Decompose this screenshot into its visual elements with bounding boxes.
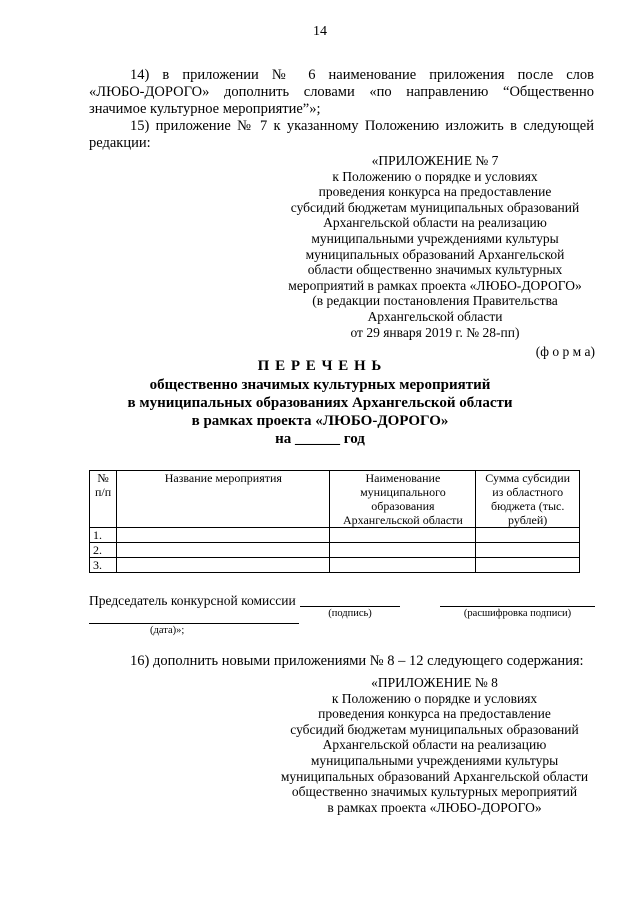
page-number: 14 xyxy=(313,24,327,39)
events-table xyxy=(89,470,580,573)
table-cell xyxy=(330,543,476,558)
table-row xyxy=(90,558,580,573)
appendix8-line: к Положению о порядке и условиях xyxy=(331,690,538,706)
signature-label: Председатель конкурсной комиссии xyxy=(89,593,296,608)
appendix7-line: мероприятий в рамках проекта «ЛЮБО-ДОРОГО» xyxy=(288,277,582,293)
appendix7-line: муниципальных образований Архангельской xyxy=(305,246,565,262)
appendix8-line: муниципальными учреждениями культуры xyxy=(310,752,559,768)
header-num: № п/п xyxy=(90,471,117,528)
item14-line2: «ЛЮБО-ДОРОГО» дополнить словами «по направлению “Общественно xyxy=(89,84,594,100)
appendix7-line: муниципальными учреждениями культуры xyxy=(311,230,559,246)
forma-label: (ф о р м а) xyxy=(535,344,595,359)
appendix8-line: муниципальных образований Архангельской области xyxy=(280,768,589,784)
row-num: 2. xyxy=(90,543,117,558)
item16: 16) дополнить новыми приложениями № 8 – 12 следующего содержания: xyxy=(130,653,584,669)
decryption-caption: (расшифровка подписи) xyxy=(463,608,572,619)
appendix7-line: к Положению о порядке и условиях xyxy=(332,168,538,184)
appendix8-line: «ПРИЛОЖЕНИЕ № 8 xyxy=(371,675,498,690)
item15-line1: 15) приложение № 7 к указанному Положению изложить в следующей xyxy=(130,118,594,134)
table-cell xyxy=(476,558,580,573)
decryption-line xyxy=(440,606,595,607)
appendix8-line: в рамках проекта «ЛЮБО-ДОРОГО» xyxy=(327,799,542,815)
table-cell xyxy=(476,528,580,543)
table-header-row xyxy=(90,471,580,528)
appendix7-line: Архангельской области на реализацию xyxy=(323,215,547,231)
signature-line xyxy=(300,606,400,607)
table-cell xyxy=(476,543,580,558)
appendix7-line: от 29 января 2019 г. № 28-пп) xyxy=(350,324,520,340)
appendix8-line: проведения конкурса на предоставление xyxy=(318,706,551,722)
list-heading: П Е Р Е Ч Е Н Ь xyxy=(257,358,383,374)
header-municipality: Наименование муниципального образования Архангельской области xyxy=(330,471,476,528)
table-row xyxy=(90,528,580,543)
item15-line2: редакции: xyxy=(89,135,151,151)
date-line xyxy=(89,623,299,624)
appendix7-line: субсидий бюджетам муниципальных образований xyxy=(290,199,580,215)
title-line2: в муниципальных образованиях Архангельской области xyxy=(127,395,513,411)
row-num: 1. xyxy=(90,528,117,543)
item14-line3: значимое культурное мероприятие”»; xyxy=(89,101,321,117)
table-cell xyxy=(330,528,476,543)
header-subsidy: Сумма субсидии из областного бюджета (тыс. рублей) xyxy=(476,471,580,528)
appendix7-line: проведения конкурса на предоставление xyxy=(318,184,552,200)
title-line4: на ______ год xyxy=(275,431,365,447)
appendix7-line: Архангельской области xyxy=(367,308,503,324)
table-cell xyxy=(117,558,330,573)
appendix7-line: области общественно значимых культурных xyxy=(307,262,563,278)
header-event-name: Название мероприятия xyxy=(117,471,330,528)
item14-line1: 14) в приложении № 6 наименование приложения после слов xyxy=(130,67,594,83)
appendix8-line: Архангельской области на реализацию xyxy=(322,737,547,753)
appendix8-block xyxy=(262,675,607,815)
appendix8-line: субсидий бюджетам муниципальных образований xyxy=(290,721,579,737)
signature-caption: (подпись) xyxy=(328,608,372,619)
table-cell xyxy=(117,543,330,558)
table-row xyxy=(90,543,580,558)
row-num: 3. xyxy=(90,558,117,573)
table-cell xyxy=(117,528,330,543)
appendix7-block xyxy=(270,153,600,340)
appendix7-line: (в редакции постановления Правительства xyxy=(312,293,558,309)
appendix7-line: «ПРИЛОЖЕНИЕ № 7 xyxy=(371,153,499,168)
appendix8-line: общественно значимых культурных мероприятий xyxy=(291,784,578,800)
table-cell xyxy=(330,558,476,573)
title-line3: в рамках проекта «ЛЮБО-ДОРОГО» xyxy=(191,413,449,429)
date-caption: (дата)»; xyxy=(150,625,185,636)
title-line1: общественно значимых культурных мероприятий xyxy=(149,377,491,393)
